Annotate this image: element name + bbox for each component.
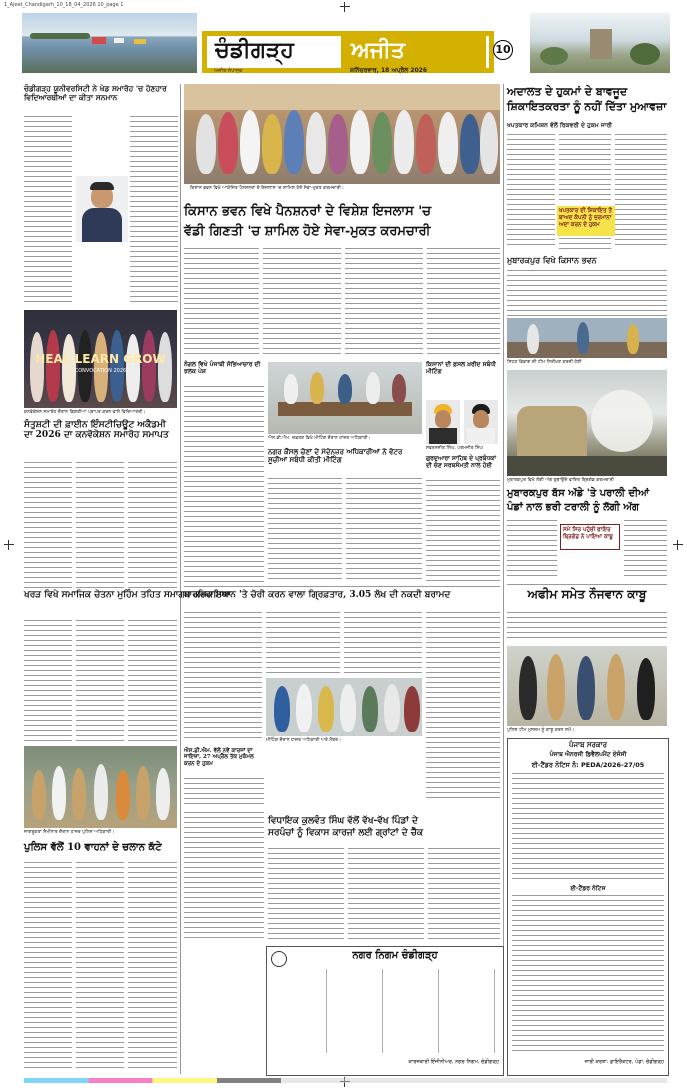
student-portrait [76, 176, 128, 242]
center-mid-body-2 [346, 478, 422, 582]
nagar-title: ਨਗਰ ਨਿਗਮ ਚੰਡੀਗੜ੍ਹ [352, 950, 438, 961]
center-mid-body-1 [268, 478, 342, 582]
left-top-headline: ਚੰਡੀਗੜ੍ਹ ਯੂਨੀਵਰਸਿਟੀ ਨੇ ਖੇਡ ਸਮਾਰੋਹ 'ਚ ਹੋਣਹਾਰ ਵਿਦਿਆਰਥੀਆਂ ਦਾ ਕੀਤਾ ਸਨਮਾਨ [24, 84, 167, 102]
left-bottom-body-1 [24, 862, 72, 1070]
right-mid-body [507, 270, 667, 316]
right-mid-photo-heading: ਮੁਬਾਰਕਪੁਰ ਵਿਖੇ ਕਿਸਾਨ ਭਵਨ [507, 255, 597, 265]
crop-mark-top [340, 2, 350, 12]
masthead-title-box [202, 31, 494, 73]
center-lower-small-headline: ਐਸ.ਡੀ.ਐਮ. ਵੱਲੋਂ ਨਵੇਂ ਕਾਰਜਾਂ ਦਾ ਜਾਇਜ਼ਾ, 27 ਅਪ੍ਰੈਲ ਤੱਕ ਮੁਕੰਮਲ ਕਰਨ ਦੇ ਹੁਕਮ [184, 748, 254, 767]
nagar-footer: ਕਾਰਜਕਾਰੀ ਇੰਜੀਨੀਅਰ, ਨਗਰ ਨਿਗਮ, ਚੰਡੀਗੜ੍ਹ [408, 1059, 499, 1065]
convocation-photo [24, 310, 177, 408]
left-top-body-2 [130, 116, 178, 306]
center-bottom-body-1 [184, 812, 264, 942]
masthead-subtitle: ਅਜੀਤ ਸੰਪਾਦਕ [214, 68, 243, 74]
police-seminar-photo [24, 746, 177, 828]
tender-bottom-heading: ਈ-ਟੈਂਡਰ ਨੋਟਿਸ [570, 885, 606, 892]
center-mid-headline: ਨਗਰ ਕੌਂਸਲ ਚੋਣਾਂ ਦੇ ਮੱਦੇਨਜ਼ਰ ਅਧਿਕਾਰੀਆਂ ਨੇ ਵੋਟਰ ਸੂਚੀਆਂ ਸਬੰਧੀ ਕੀਤੀ ਮੀਟਿੰਗ [268, 447, 403, 465]
kisan-small-headline: ਕਿਸਾਨਾਂ ਦੀ ਫ਼ਸਲ ਖ਼ਰੀਦ ਸਬੰਧੀ ਮੀਟਿੰਗ [426, 361, 496, 375]
crop-mark-right [673, 540, 683, 550]
mugshot-1 [426, 400, 460, 444]
center-bottom-body-2 [268, 848, 344, 942]
color-registration-bar [24, 1078, 667, 1083]
right-top-body-4 [559, 238, 611, 250]
right-top-pullquote: ਖਪਤਕਾਰ ਦੀ ਸ਼ਿਕਾਇਤ ਤੋਂ ਬਾਅਦ ਕੰਪਨੀ ਨੂੰ ਜੁਰਮਾਨਾ ਅਦਾ ਕਰਨ ਦੇ ਹੁਕਮ [557, 206, 615, 236]
center-body-4 [427, 248, 500, 356]
center-main-headline-1: ਕਿਸਾਨ ਭਵਨ ਵਿਖੇ ਪੈਨਸ਼ਨਰਾਂ ਦੇ ਵਿਸ਼ੇਸ਼ ਇਜਲਾਸ 'ਚ [184, 204, 432, 219]
center-bottom-headline-2: ਸਰਪੰਚਾਂ ਨੂੰ ਵਿਕਾਸ ਕਾਰਜਾਂ ਲਈ ਗ੍ਰਾਂਟਾਂ ਦੇ ਚੈੱਕ [268, 828, 424, 838]
column-rule [180, 84, 181, 1074]
mugshot-2 [464, 400, 498, 444]
center-wide-headline: ਧਾਰਮਿਕ ਸਥਾਨ 'ਤੇ ਚੋਰੀ ਕਰਨ ਵਾਲਾ ਗ੍ਰਿਫ਼ਤਾਰ, 3.05 ਲੱਖ ਦੀ ਨਕਦੀ ਬਰਾਮਦ [184, 590, 451, 600]
center-small-headline: ਨੰਗਲ ਵਿਖੇ ਪੰਜਾਬੀ ਸੱਭਿਆਚਾਰ ਦੀ ਝਲਕ ਪੇਸ਼ [184, 361, 261, 375]
right-fire-caption: ਮੁਬਾਰਕਪੁਰ ਵਿਖੇ ਲੱਗੀ ਅੱਗ ਬੁਝਾਉਂਦੇ ਫਾਇਰ ਬ੍ਰਿਗੇਡ ਕਰਮਚਾਰੀ [507, 478, 614, 483]
left-lower-headline: ਖਰੜ ਵਿਖੇ ਸਮਾਜਿਕ ਚੇਤਨਾ ਮੁਹਿੰਮ ਤਹਿਤ ਸਮਾਗਮ ਕਰਵਾਇਆ [24, 590, 232, 600]
right-top-body-1 [507, 134, 555, 248]
health-team-photo [507, 318, 667, 358]
left-mid-headline: ਸੰਤੁਸ਼ਟੀ ਦੀ ਫ਼ਾਈਨ ਇੰਸਟੀਚਿਊਟ ਅਕੈਡਮੀ ਦਾ 2026 ਦਾ ਕਨਵੋਕੇਸ਼ਨ ਸਮਾਰੋਹ ਸਮਾਪਤ [24, 420, 169, 441]
center-bottom-headline-1: ਵਿਧਾਇਕ ਕੁਲਵੰਤ ਸਿੰਘ ਵੱਲੋਂ ਵੱਖ-ਵੱਖ ਪਿੰਡਾਂ ਦੇ [268, 816, 418, 826]
tender-body-1 [512, 773, 664, 879]
tender-advertisement [507, 738, 669, 1076]
right-top-body-3 [615, 134, 667, 248]
emblem-icon [271, 951, 287, 967]
left-bottom-headline: ਪੁਲਿਸ ਵੱਲੋਂ 10 ਵਾਹਨਾਂ ਦੇ ਚਲਾਨ ਕੱਟੇ [24, 842, 162, 853]
center-top-caption: ਕਿਸਾਨ ਭਵਨ ਵਿਖੇ ਆਯੋਜਿਤ ਪੈਨਸ਼ਨਰਾਂ ਦੇ ਇਜਲਾਸ 'ਚ ਸ਼ਾਮਿਲ ਹੋਏ ਸੇਵਾ-ਮੁਕਤ ਕਰਮਚਾਰੀ। [190, 186, 344, 191]
column-rule [503, 84, 504, 1074]
center-main-headline-2: ਵੱਡੀ ਗਿਣਤੀ 'ਚ ਸ਼ਾਮਿਲ ਹੋਏ ਸੇਵਾ-ਮੁਕਤ ਕਰਮਚਾਰੀ [184, 224, 431, 239]
left-lower-body-1 [24, 620, 72, 742]
center-lower-small-body [184, 778, 264, 808]
left-mid-body-1 [24, 462, 72, 590]
tender-title: ਪੰਜਾਬ ਸਰਕਾਰ [568, 741, 607, 749]
center-small-body [184, 386, 264, 582]
nagar-tender-table [271, 969, 499, 1053]
right-fire-headline-1: ਮੁਬਾਰਕਪੁਰ ਬੱਸ ਅੱਡੇ 'ਤੇ ਪਰਾਲੀ ਦੀਆਂ [507, 488, 650, 499]
tender-subtitle: ਪੰਜਾਬ ਐਨਰਜੀ ਡਿਵੈਲਪਮੈਂਟ ਏਜੰਸੀ [549, 751, 627, 758]
left-mid-body-2 [76, 462, 124, 590]
right-lower-photo-caption: ਪੁਲਿਸ ਟੀਮ ਮੁਲਜ਼ਮ ਨੂੰ ਕਾਬੂ ਕਰਨ ਸਮੇਂ। [507, 728, 575, 733]
crop-mark-left [4, 540, 14, 550]
center-bottom-body-3 [348, 848, 424, 942]
right-fire-headline-2: ਪੰਡਾਂ ਨਾਲ ਭਰੀ ਟਰਾਲੀ ਨੂੰ ਲੱਗੀ ਅੱਗ [507, 502, 639, 513]
left-bottom-photo-caption: ਜਾਗਰੂਕਤਾ ਸੈਮੀਨਾਰ ਦੌਰਾਨ ਹਾਜ਼ਰ ਪੁਲਿਸ ਅਧਿਕਾਰੀ। [24, 830, 115, 835]
center-lower-body-2 [266, 612, 340, 674]
right-top-body-2 [559, 134, 611, 204]
convocation-banner-text: HEAL LEARN GROW [35, 352, 166, 366]
nagar-nigam-advertisement [266, 946, 504, 1076]
mug-body [426, 480, 500, 582]
center-body-2 [263, 248, 341, 356]
center-body-3 [345, 248, 423, 356]
pensioners-group-photo [184, 84, 500, 184]
left-lower-body-3 [128, 620, 177, 742]
right-lower-headline: ਅਫੀਮ ਸਮੇਤ ਨੌਜਵਾਨ ਕਾਬੂ [527, 587, 647, 601]
right-top-subhead: ਖਪਤਕਾਰ ਕਮਿਸ਼ਨ ਵੱਲੋਂ ਰਿਕਵਰੀ ਦੇ ਹੁਕਮ ਜਾਰੀ [507, 122, 612, 129]
left-mid-body-3 [128, 462, 177, 590]
section-rule [507, 584, 667, 585]
masthead-lake-photo [22, 13, 197, 73]
center-lower-body-3 [344, 612, 422, 674]
left-mid-caption: ਕਨਵੋਕੇਸ਼ਨ ਸਮਾਰੋਹ ਦੌਰਾਨ ਡਿਗਰੀਆਂ ਪ੍ਰਾਪਤ ਕਰਨ ਵਾਲੇ ਵਿਦਿਆਰਥੀ। [24, 410, 146, 415]
right-lower-body-top [507, 612, 667, 642]
right-fire-pullquote: ਸਮੇਂ ਸਿਰ ਪਹੁੰਚੀ ਫਾਇਰ ਬ੍ਰਿਗੇਡ ਨੇ ਪਾਇਆ ਕਾਬੂ [560, 524, 620, 550]
opium-arrest-photo [507, 646, 667, 726]
mug-headline: ਗੁਰਦੁਆਰਾ ਸਾਹਿਬ ਦੇ ਪ੍ਰਬੰਧਕਾਂ ਦੀ ਚੋਣ ਸਰਬਸੰਮਤੀ ਨਾਲ ਹੋਈ [426, 455, 497, 469]
center-bottom-body-4 [428, 848, 500, 942]
right-fire-body-1 [507, 520, 557, 578]
right-mid-caption: ਸਿਹਤ ਵਿਭਾਗ ਦੀ ਟੀਮ ਨਿਰੀਖਣ ਕਰਦੀ ਹੋਈ [507, 360, 582, 365]
members-meeting-photo [266, 678, 422, 736]
right-top-headline-2: ਸ਼ਿਕਾਇਤਕਰਤਾ ਨੂੰ ਨਹੀਂ ਦਿੱਤਾ ਮੁਆਵਜ਼ਾ [507, 100, 667, 113]
masthead-title-right: ਅਜੀਤ [351, 37, 405, 63]
tender-footer: ਜਾਰੀ ਕਰਤਾ: ਡਾਇਰੈਕਟਰ, ਪੇਡਾ, ਚੰਡੀਗੜ੍ਹ [584, 1059, 664, 1065]
masthead-title-left: ਚੰਡੀਗੜ੍ਹ [215, 37, 294, 63]
file-meta: 1_Ajeet_Chandigarh_10_18_04_2026 10_page 1 [4, 2, 124, 8]
mug-caption: ਸਵਰਨਜੀਤ ਸਿੰਘ, ਪਰਮਜੀਤ ਸਿੰਘ [426, 446, 483, 451]
left-bottom-body-2 [76, 862, 124, 1070]
sdm-meeting-photo [268, 362, 422, 434]
right-top-headline-1: ਅਦਾਲਤ ਦੇ ਹੁਕਮਾਂ ਦੇ ਬਾਵਜੂਦ [507, 85, 628, 98]
masthead-date: ਸ਼ਨਿੱਚਰਵਾਰ, 18 ਅਪ੍ਰੈਲ 2026 [350, 67, 428, 74]
center-body-1 [184, 248, 259, 356]
center-lower-body-4 [426, 612, 500, 800]
tender-reference: ਈ-ਟੈਂਡਰ ਨੋਟਿਸ ਨੰ: PEDA/2026-27/05 [531, 761, 645, 769]
page-number: 10 [493, 40, 513, 60]
center-photo2-caption: ਐਸ.ਡੀ.ਐਮ. ਦਫ਼ਤਰ ਵਿਖੇ ਮੀਟਿੰਗ ਦੌਰਾਨ ਹਾਜ਼ਰ ਅਧਿਕਾਰੀ। [268, 436, 371, 441]
tender-body-2 [512, 895, 664, 1055]
left-top-body-1 [24, 116, 72, 306]
convocation-banner-sub: CONVOCATION 2026 [74, 368, 127, 374]
section-rule [184, 586, 500, 587]
center-lower-photo-caption: ਮੀਟਿੰਗ ਦੌਰਾਨ ਹਾਜ਼ਰ ਅਧਿਕਾਰੀ ਅਤੇ ਮੈਂਬਰ। [266, 738, 342, 743]
masthead-gold-block [341, 36, 486, 68]
left-bottom-body-3 [128, 862, 177, 1070]
center-lower-body-1 [184, 612, 262, 742]
left-lower-body-2 [76, 620, 124, 742]
masthead-monument-photo [530, 13, 670, 73]
right-fire-body-2 [624, 520, 667, 578]
fire-trolley-photo [507, 370, 667, 476]
